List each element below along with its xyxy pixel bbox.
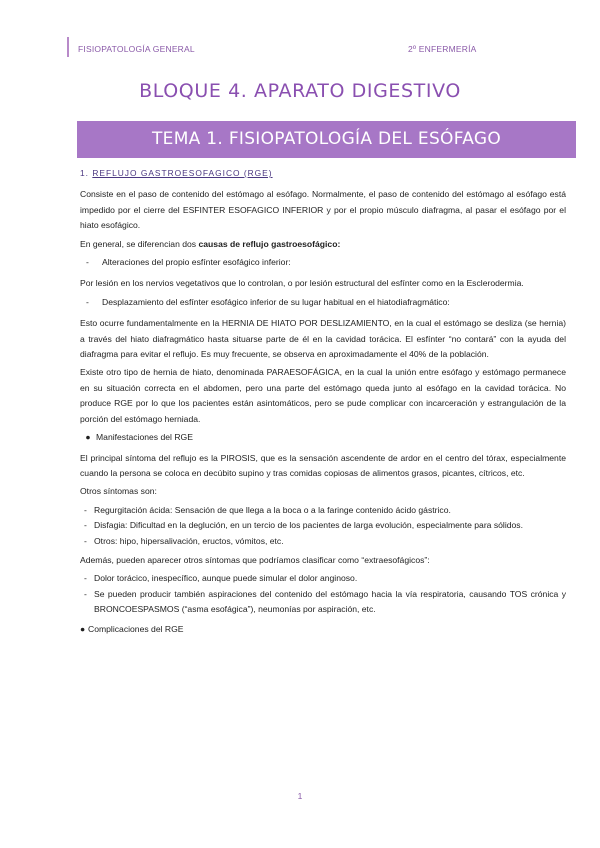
paragraph-lesion: Por lesión en los nervios vegetativos que lo controlan, o por lesión estructural del esfínter como en la Esclerodermia. xyxy=(80,278,524,289)
list-item-text: Regurgitación ácida: Sensación de que llega a la boca o a la faringe contenido ácido gástrico. xyxy=(94,504,451,515)
otros-label: Otros síntomas son: xyxy=(80,486,157,497)
list-item xyxy=(80,534,566,549)
dash-marker: - xyxy=(84,573,87,584)
header-course: FISIOPATOLOGÍA GENERAL xyxy=(78,44,195,54)
manifestaciones-heading xyxy=(80,430,566,445)
paragraph-definition: Consiste en el paso de contenido del estómago al esófago. Normalmente, el paso de contenido del estómago al esófago está impedido por el cierre del ESFINTER ESOFAGICO INFERIOR y por el propio músculo diafragma, al pasar el esófago por el hiato esofágico. xyxy=(80,189,566,231)
cause-item-text: Alteraciones del propio esfínter esofágico inferior: xyxy=(102,257,291,268)
document-body xyxy=(80,162,566,642)
complicaciones-text: Complicaciones del RGE xyxy=(88,623,184,634)
extra-list xyxy=(80,571,566,617)
header-accent-bar xyxy=(67,37,69,57)
extra-label: Además, pueden aparecer otros síntomas que podríamos clasificar como “extraesofágicos”: xyxy=(80,554,430,565)
dash-marker: - xyxy=(84,520,87,531)
dash-marker: - xyxy=(86,296,89,307)
section-number: 1. xyxy=(80,168,89,178)
bullet-icon: ● xyxy=(85,432,91,443)
header-year: 2º ENFERMERÍA xyxy=(408,44,477,54)
dash-marker: - xyxy=(84,535,87,546)
bullet-icon: ● xyxy=(80,623,86,634)
list-item xyxy=(80,518,566,533)
block-title: BLOQUE 4. APARATO DIGESTIVO xyxy=(139,80,461,102)
tema-banner xyxy=(77,121,576,158)
list-item xyxy=(80,587,566,618)
causes-intro-bold: causas de reflujo gastroesofágico: xyxy=(198,238,341,249)
tema-title: TEMA 1. FISIOPATOLOGÍA DEL ESÓFAGO xyxy=(151,129,502,149)
paragraph-hernia-deslizamiento: Esto ocurre fundamentalmente en la HERNIA DE HIATO POR DESLIZAMIENTO, en la cual el estómago se desliza (se hernia) a través del hiato diafragmático hasta situarse parte de él en la cavidad torácica. El esfínter “no contará” con la ayuda del diafragma para evitar el reflujo. Es muy frecuente, se observa en aproximadamente el 40% de la población. xyxy=(80,318,566,360)
paragraph-pirosis: El principal síntoma del reflujo es la PIROSIS, que es la sensación ascendente de ardor en el centro del tórax, especialmente cuando la persona se coloca en decúbito supino y tras comidas copiosas de alimentos grasos, picantes, cítricos, etc. xyxy=(80,452,566,478)
cause-item-text: Desplazamiento del esfínter esofágico inferior de su lugar habitual en el hiatodiafragmático: xyxy=(102,296,450,307)
section-heading xyxy=(80,166,566,181)
causes-intro-text: En general, se diferencian dos xyxy=(80,238,199,249)
cause-item-2 xyxy=(86,295,566,310)
paragraph-hernia-paraesofagica: Existe otro tipo de hernia de hiato, denominada PARAESOFÁGICA, en la cual la unión entre esófago y estómago permanece en su situación correcta en el abdomen, pero una parte del estómago queda junto al esófago en la cavidad torácica. No produce RGE por lo que los pacientes están asintomáticos, pero se pude complicar con incarceración y estrangulación de la porción del estómago herniada. xyxy=(80,367,566,424)
list-item-text: Disfagia: Dificultad en la deglución, en un tercio de los pacientes de larga evolución, especialmente para sólidos. xyxy=(94,520,523,531)
dash-marker: - xyxy=(84,588,87,599)
list-item xyxy=(80,571,566,586)
complicaciones-heading xyxy=(80,622,566,637)
page-number: 1 xyxy=(297,791,303,801)
list-item xyxy=(80,503,566,518)
manifestaciones-text: Manifestaciones del RGE xyxy=(96,432,193,443)
dash-marker: - xyxy=(84,504,87,515)
dash-marker: - xyxy=(86,257,89,268)
otros-list xyxy=(80,503,566,549)
list-item-text: Otros: hipo, hipersalivación, eructos, vómitos, etc. xyxy=(94,535,284,546)
section-title: REFLUJO GASTROESOFAGICO (RGE) xyxy=(92,168,273,178)
paragraph-causes-intro xyxy=(80,237,566,252)
cause-item-1 xyxy=(86,255,566,270)
list-item-text: Se pueden producir también aspiraciones del contenido del estómago hacia la vía respiratoria, causando TOS crónica y BRONCOESPASMOS (“asma esofágica”), neumonías por aspiración, etc. xyxy=(94,588,566,615)
list-item-text: Dolor torácico, inespecífico, aunque puede simular el dolor anginoso. xyxy=(94,573,358,584)
